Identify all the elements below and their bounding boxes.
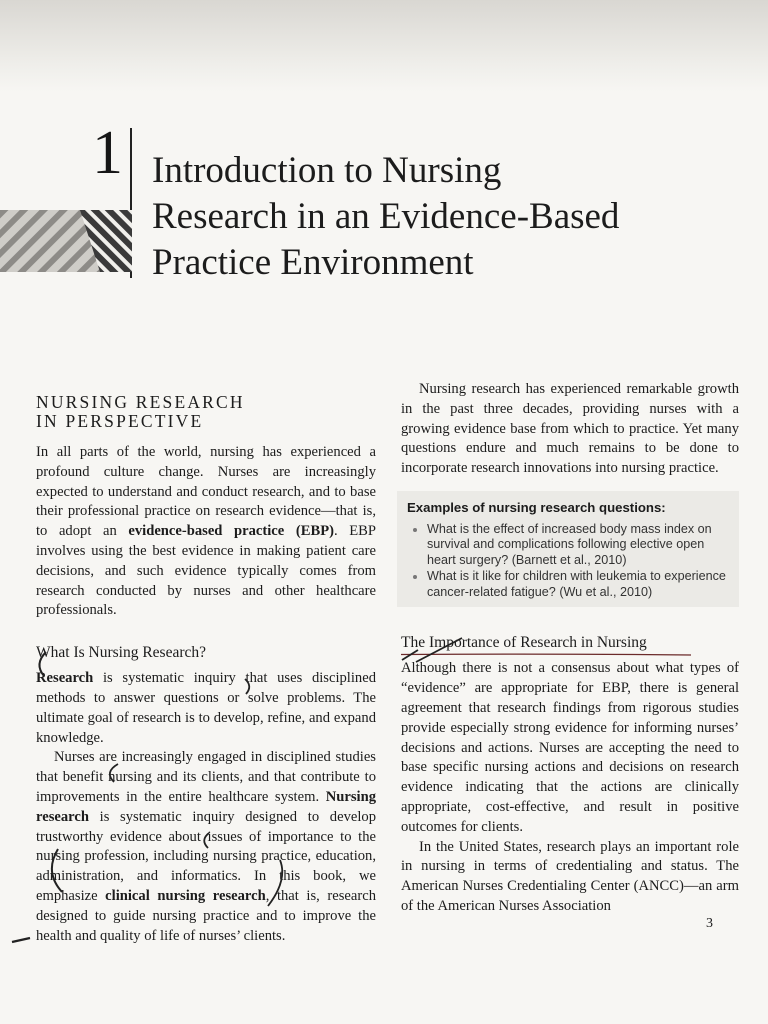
text-run: is systematic inquiry designed to develop trustworthy evidence about issues of importance to the nursing profession, including nursing practice, education, administration, and informatics. In this book, we emphasize [36, 808, 376, 904]
decorative-hatch-band [0, 210, 132, 272]
examples-list [407, 522, 729, 601]
right-column [401, 380, 739, 917]
chapter-title-line: Practice Environment [152, 242, 474, 283]
chapter-title [152, 148, 712, 286]
scan-shadow [0, 0, 768, 92]
term-research: Research [36, 670, 94, 687]
credentialing-paragraph: In the United States, research plays an important role in nursing in terms of credentialing and status. The American Nurses Credentialing Center (ANCC)—an arm of the American Nurses Association [401, 838, 739, 915]
nursing-research-paragraph [36, 748, 376, 946]
term-nursing-research: Nursing research [36, 788, 376, 825]
left-column [36, 393, 376, 946]
text-run: In all parts of the world, nursing has experienced a profound culture change. Nurses are increasingly expected to understand and conduct research, and to base their professional practice on research evidence—that is, to adopt an [36, 444, 376, 540]
chapter-number: 1 [92, 119, 123, 187]
importance-paragraph: Although there is not a consensus about what types of “evidence” are appropriate for EBP, there is general agreement that research findings from rigorous studies provide especially strong evidence for informing nurses’ decisions and actions. Nurses are accepting the need to base specific nursing actions and decisions on research evidence indicating that the actions are clinically appropriate, cost-effective, and result in positive outcomes for clients. [401, 660, 739, 835]
subsection-title: What Is Nursing Research? [36, 644, 207, 662]
text-run: , that is, research designed to guide nursing practice and to improve the health and quality of life of nurses’ clients. [36, 887, 376, 944]
intro-paragraph [36, 443, 376, 621]
text-run: Nurses are increasingly engaged in disciplined studies that benefit nursing and its clients, and that contribute to improvements in the entire healthcare system. [36, 749, 376, 805]
handwritten-underline [401, 653, 691, 656]
subsection-title: The Importance of Research in Nursing [401, 634, 647, 652]
example-item: • What is it like for children with leukemia to experience cancer-related fatigue? (Wu et al., 2010) [427, 569, 729, 600]
chapter-title-line: Introduction to Nursing [152, 150, 502, 191]
chapter-title-line: Research in an Evidence-Based [152, 196, 620, 237]
term-evidence-based-practice: evidence-based practice (EBP) [128, 523, 334, 540]
page-number: 3 [706, 916, 713, 931]
section-title [36, 393, 376, 431]
research-definition-paragraph [36, 669, 376, 748]
examples-title: Examples of nursing research questions: [407, 499, 666, 515]
growth-paragraph: Nursing research has experienced remarkable growth in the past three decades, providing nurses with a growing evidence base from which to practice. Yet many questions endure and much remains to be done to incorporate research innovations into nursing practice. [401, 381, 739, 477]
section-title-line: IN PERSPECTIVE [36, 411, 204, 431]
example-item: • What is the effect of increased body mass index on survival and complications following elective open heart surgery? (Barnett et al., 2010) [427, 522, 729, 569]
section-title-line: NURSING RESEARCH [36, 392, 245, 412]
examples-box [397, 491, 739, 608]
text-run: . EBP involves using the best evidence in making patient care decisions, and such evidence typically comes from research conducted by nurses and other healthcare professionals. [36, 523, 376, 619]
term-clinical-nursing-research: clinical nursing research [105, 887, 266, 904]
text-run: is systematic inquiry that uses disciplined methods to answer questions or solve problems. The ultimate goal of research is to develop, refine, and expand knowledge. [36, 670, 376, 746]
